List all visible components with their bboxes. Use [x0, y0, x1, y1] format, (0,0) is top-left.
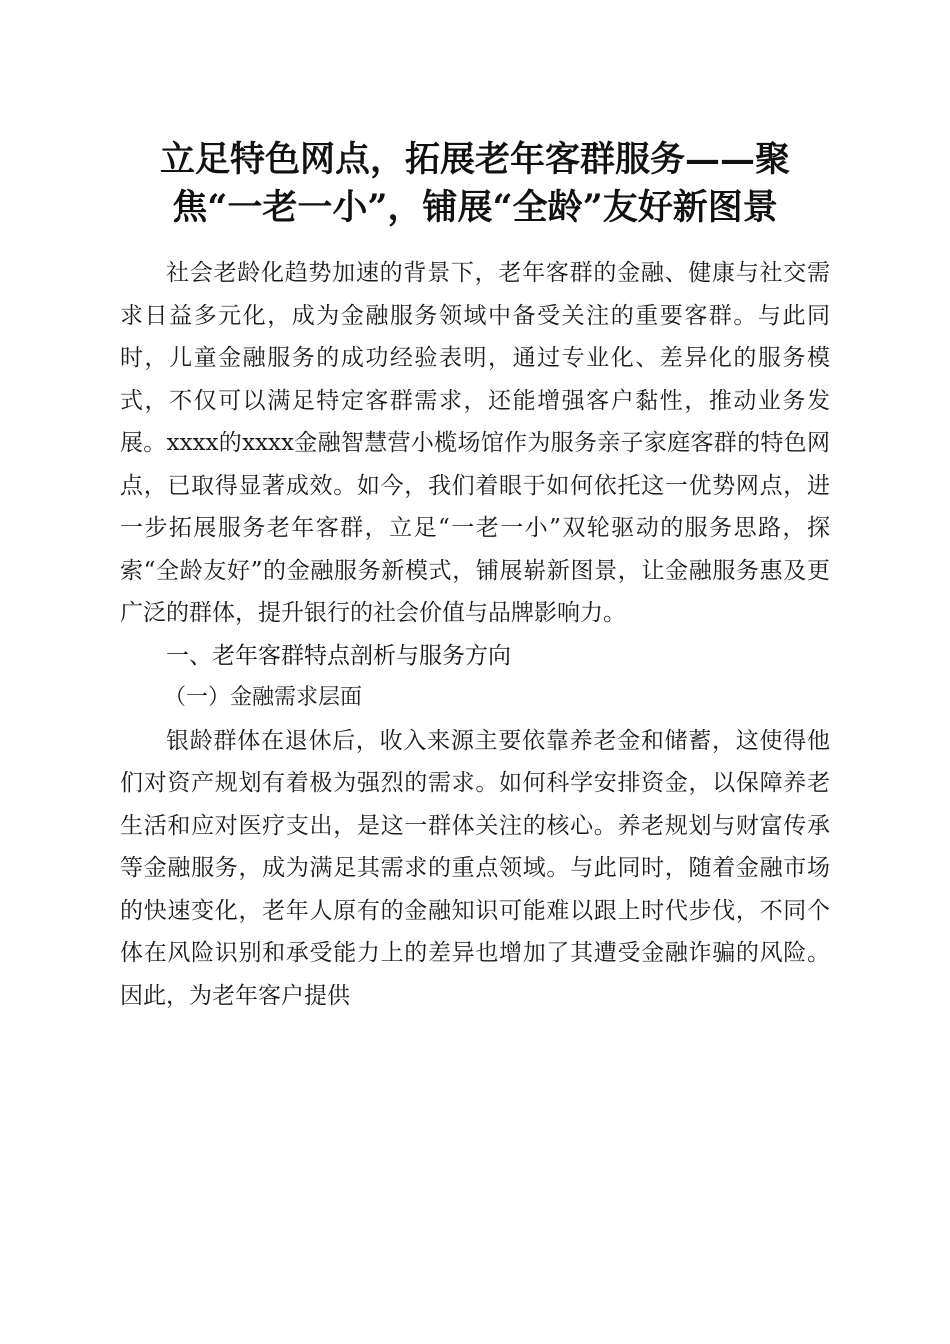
section-heading-1: 一、老年客群特点剖析与服务方向: [166, 642, 511, 669]
subsection-paragraph-1: 银龄群体在退休后，收入来源主要依靠养老金和储蓄，这使得他们对资产规划有着极为强烈的需求。如何科学安排资金，以保障养老生活和应对医疗支出，是这一群体关注的核心。养老规划与财富传承等金融服务，成为满足其需求的重点领域。与此同时，随着金融市场的快速变化，老年人原有的金融知识可能难以跟上时代步伐，不同个体在风险识别和承受能力上的差异也增加了其遭受金融诈骗的风险。因此，为老年客户提供: [120, 727, 830, 1009]
document-body: [120, 252, 830, 1017]
subsection-heading-1: （一）金融需求层面: [164, 685, 363, 710]
document-title: 立足特色网点，拓展老年客群服务——聚焦“一老一小”，铺展“全龄”友好新图景: [159, 139, 790, 228]
intro-paragraph: 社会老龄化趋势加速的背景下，老年客群的金融、健康与社交需求日益多元化，成为金融服务领域中备受关注的重要客群。与此同时，儿童金融服务的成功经验表明，通过专业化、差异化的服务模式，不仅可以满足特定客群需求，还能增强客户黏性，推动业务发展。xxxx的xxxx金融智慧营小榄场馆作为服务亲子家庭客群的特色网点，已取得显著成效。如今，我们着眼于如何依托这一优势网点，进一步拓展服务老年客群，立足“一老一小”双轮驱动的服务思路，探索“全龄友好”的金融服务新模式，铺展崭新图景，让金融服务惠及更广泛的群体，提升银行的社会价值与品牌影响力。: [120, 260, 830, 626]
